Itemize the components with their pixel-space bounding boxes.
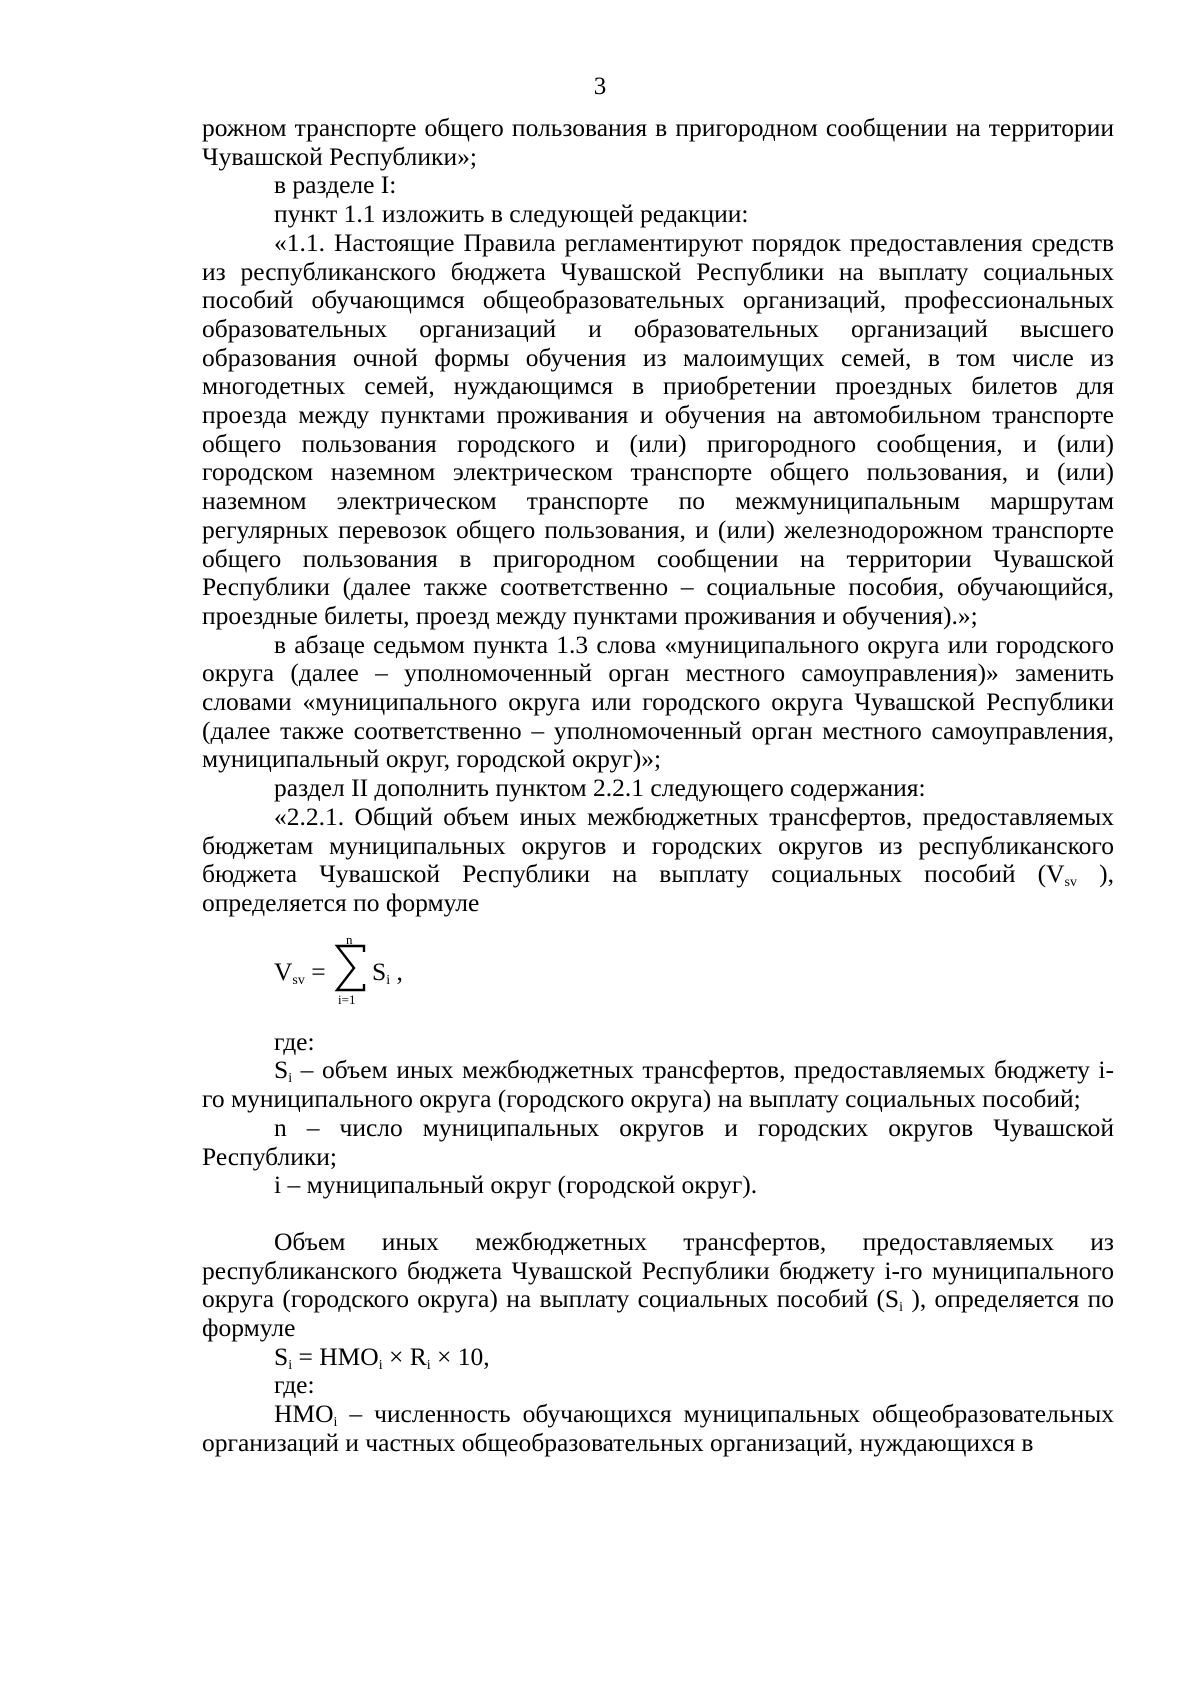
definition-n: n – число муниципальных округов и городских округов Чувашской Республики; (202, 1112, 1114, 1171)
definition-i: i – муниципальный округ (городской округ). (274, 1170, 758, 1200)
paragraph-volume-si: Объем иных межбюджетных трансфертов, предоставляемых из республиканского бюджета Чувашской Республики бюджету i-го муниципального округа (городского округа) на выплату социальных пособий ($S_i$ ), определяется по формуле (202, 1226, 1114, 1343)
where-label-2: где: (274, 1370, 315, 1400)
formula-1-term: $S_i$ , (372, 956, 403, 988)
formula-1-lower-limit: i=1 (338, 991, 356, 1007)
page-number: 3 (593, 73, 607, 100)
p7-text-a: «2.2.1. Общий объем иных межбюджетных трансфертов, предоставляемых бюджетам муниципальных округов и городских округов из республиканского бюджета Чувашской Республики на выплату социальных пособий (V (202, 801, 1114, 889)
paragraph-point-1-3: в абзаце седьмом пункта 1.3 слова «муниципального округа или городского округа (далее – уполномоченный орган местного самоуправления)» заменить словами «муниципального округа или городского округа Чувашской Республики (далее также соответственно – уполномоченный орган местного самоуправления, муниципальный округ, городской округ)»; (202, 629, 1114, 774)
paragraph-continuation: рожном транспорте общего пользования в пригородном сообщении на территории Чувашской Республики»; (202, 113, 1114, 171)
paragraph-section-2: раздел II дополнить пунктом 2.2.1 следующего содержания: (274, 773, 926, 803)
formula-1-lhs: $V_{sv}$ = (274, 956, 326, 988)
paragraph-rules-text: «1.1. Настоящие Правила регламентируют порядок предоставления средств из республиканского бюджета Чувашской Республики на выплату социальных пособий обучающимся общеобразовательных организаций, профессиональных образовательных организаций и образовательных организаций высшего образования очной формы обучения из малоимущих семей, в том числе из многодетных семей, нуждающимся в приобретении проездных билетов для проезда между пунктами проживания и обучения на автомобильном транспорте общего пользования городского и (или) пригородного сообщения, и (или) городском наземном электрическом транспорте общего пользования, и (или) наземном электрическом транспорте по межмуниципальным маршрутам регулярных перевозок общего пользования, и (или) железнодорожном транспорте общего пользования в пригородном сообщении на территории Чувашской Республики (далее также соответственно – социальные пособия, обучающийся, проездные билеты, проезд между пунктами проживания и обучения).»; (202, 227, 1114, 630)
p7-subscript: sv (1064, 875, 1077, 891)
p7-text-b: ), определяется по формуле (202, 859, 1115, 917)
paragraph-section-1: в разделе I: (274, 170, 397, 200)
document-body (202, 114, 1114, 1458)
definition-nmo: $НМО_i$ – численность обучающихся муниципальных общеобразовательных организаций и частных общеобразовательных организаций, нуждающихся в (202, 1399, 1114, 1457)
paragraph-2-2-1 (202, 803, 1114, 918)
formula-total-volume (202, 931, 1114, 1007)
definition-si: $S_i$ – объем иных межбюджетных трансфертов, предоставляемых бюджету i-го муниципального округа (городского округа) на выплату социальных пособий; (202, 1055, 1114, 1114)
paragraph-point-1-1: пункт 1.1 изложить в следующей редакции: (274, 199, 749, 229)
formula-1-upper-limit: n (346, 931, 353, 947)
where-label-1: где: (274, 1026, 315, 1056)
formula-2: $S_i = НМО_i \times R_i \times 10$, (274, 1341, 490, 1373)
spacer (202, 1200, 1114, 1228)
